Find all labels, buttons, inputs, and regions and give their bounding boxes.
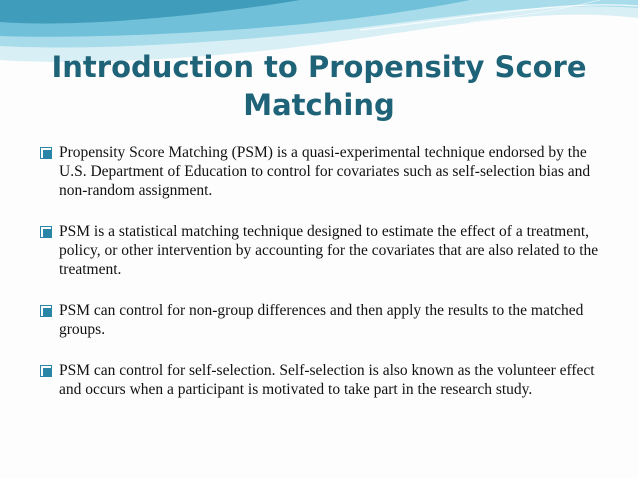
square-bullet-icon <box>40 147 52 159</box>
bullet-item <box>40 143 610 200</box>
slide-title: Introduction to Propensity Score Matching <box>51 50 587 122</box>
bullet-text: Propensity Score Matching (PSM) is a quasi-experimental technique endorsed by the U.S. Department of Education to control for covariates such as self-selection bias and non-random assignment. <box>59 144 591 199</box>
bullet-text: PSM can control for self-selection. Self-selection is also known as the volunteer effect and occurs when a participant is motivated to take part in the research study. <box>59 362 595 398</box>
square-bullet-icon <box>40 365 52 377</box>
bullet-item <box>40 361 610 399</box>
bullet-list <box>40 143 610 421</box>
square-bullet-icon <box>40 226 52 238</box>
bullet-text: PSM can control for non-group differences and then apply the results to the matched groups. <box>59 302 584 338</box>
bullet-text: PSM is a statistical matching technique designed to estimate the effect of a treatment, policy, or other intervention by accounting for the covariates that are also related to the treatment. <box>59 223 599 278</box>
square-bullet-icon <box>40 305 52 317</box>
bullet-item <box>40 222 610 279</box>
bullet-item <box>40 301 610 339</box>
